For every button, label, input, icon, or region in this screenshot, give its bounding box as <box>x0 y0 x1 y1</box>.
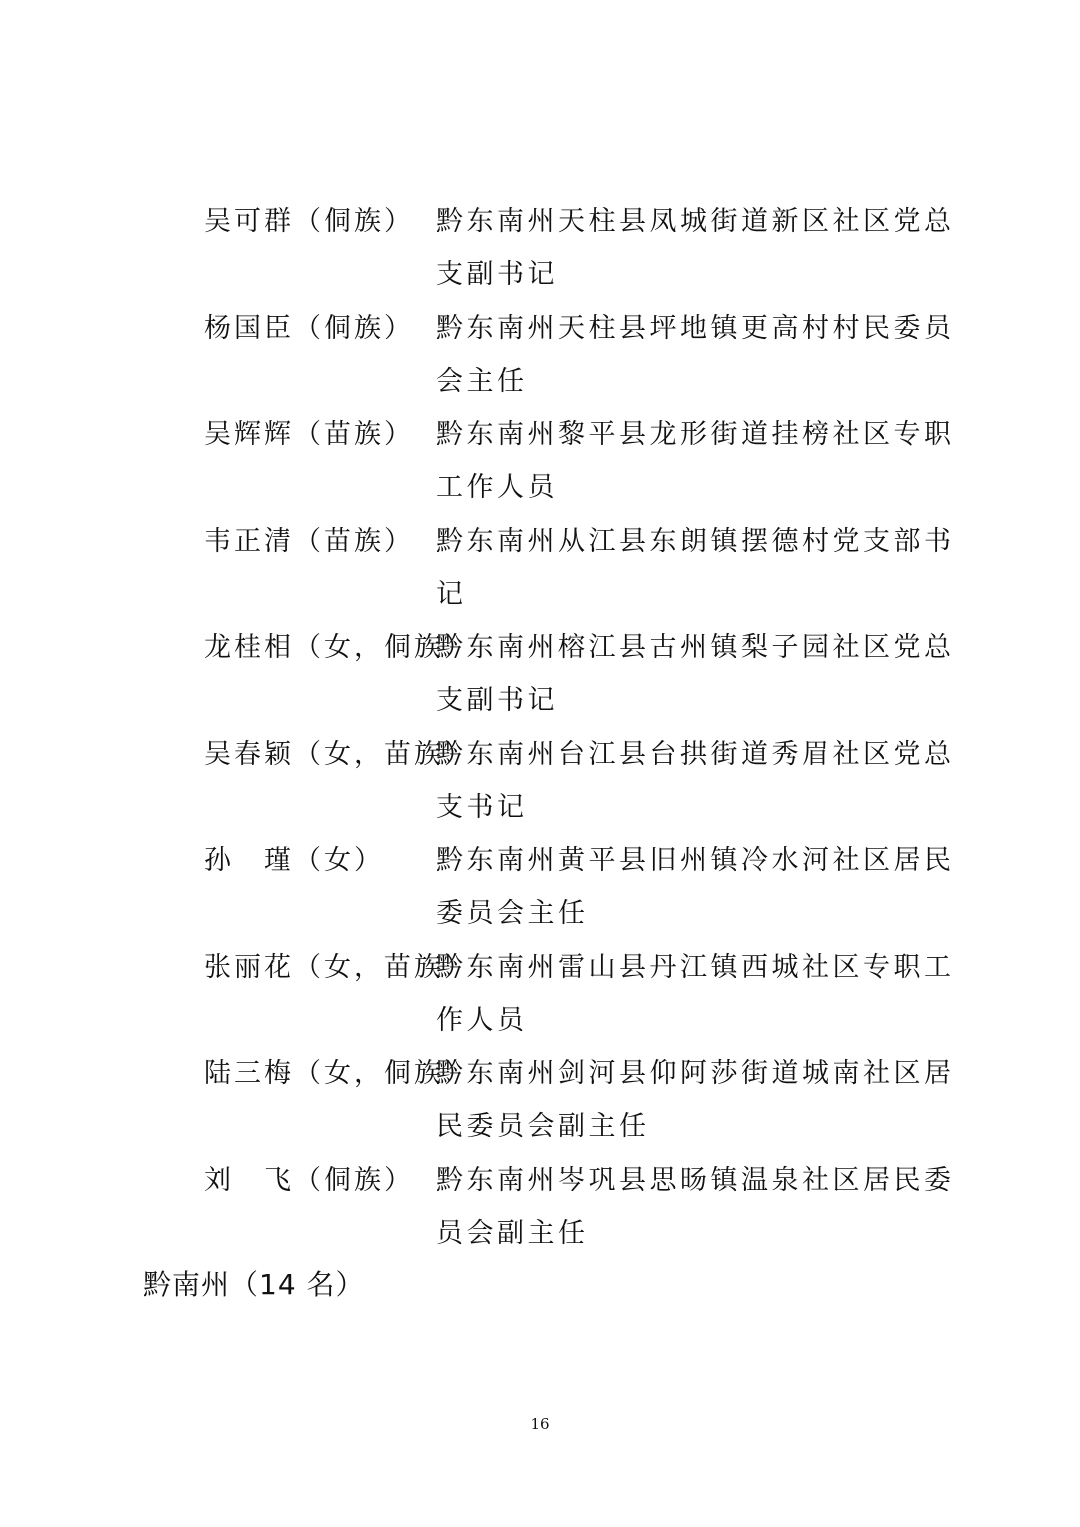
person-role: 黔东南州岑巩县思旸镇温泉社区居民委员会副主任 <box>436 1164 955 1249</box>
page-number: 16 <box>530 1415 550 1433</box>
person-name: 刘 飞（侗族） <box>204 1164 414 1196</box>
person-role: 黔东南州天柱县凤城街道新区社区党总支副书记 <box>436 206 955 290</box>
person-name: 龙桂相（女，侗族） <box>204 632 474 663</box>
list-item <box>204 834 964 941</box>
list-item <box>204 515 964 622</box>
person-name: 吴春颖（女，苗族） <box>204 738 474 770</box>
person-role: 黔东南州雷山县丹江镇西城社区专职工作人员 <box>436 951 955 1036</box>
person-name: 吴可群（侗族） <box>204 206 414 237</box>
list-item <box>204 941 964 1048</box>
list-item <box>204 195 964 302</box>
list-item <box>204 408 964 515</box>
person-role: 黔东南州黄平县旧州镇冷水河社区居民委员会主任 <box>436 845 955 929</box>
list-item <box>204 1047 964 1154</box>
person-name: 杨国臣（侗族） <box>204 312 414 344</box>
person-name: 孙 瑾（女） <box>204 845 384 876</box>
person-role: 黔东南州台江县台拱街道秀眉社区党总支书记 <box>436 738 955 823</box>
list-item <box>204 302 964 409</box>
section-heading: 黔南州（14 名） <box>143 1268 365 1301</box>
person-role: 黔东南州天柱县坪地镇更高村村民委员会主任 <box>436 312 955 397</box>
person-name: 陆三梅（女，侗族） <box>204 1058 474 1089</box>
list-item <box>204 728 964 835</box>
person-name: 吴辉辉（苗族） <box>204 419 414 450</box>
person-name: 韦正清（苗族） <box>204 525 414 557</box>
person-name: 张丽花（女，苗族） <box>204 951 474 983</box>
list-item <box>204 621 964 728</box>
person-role: 黔东南州黎平县龙形街道挂榜社区专职工作人员 <box>436 419 955 503</box>
person-role: 黔东南州从江县东朗镇摆德村党支部书记 <box>436 525 955 610</box>
person-role: 黔东南州剑河县仰阿莎街道城南社区居民委员会副主任 <box>436 1058 955 1142</box>
entry-list <box>204 195 964 1260</box>
list-item <box>204 1154 964 1261</box>
person-role: 黔东南州榕江县古州镇梨子园社区党总支副书记 <box>436 632 955 716</box>
